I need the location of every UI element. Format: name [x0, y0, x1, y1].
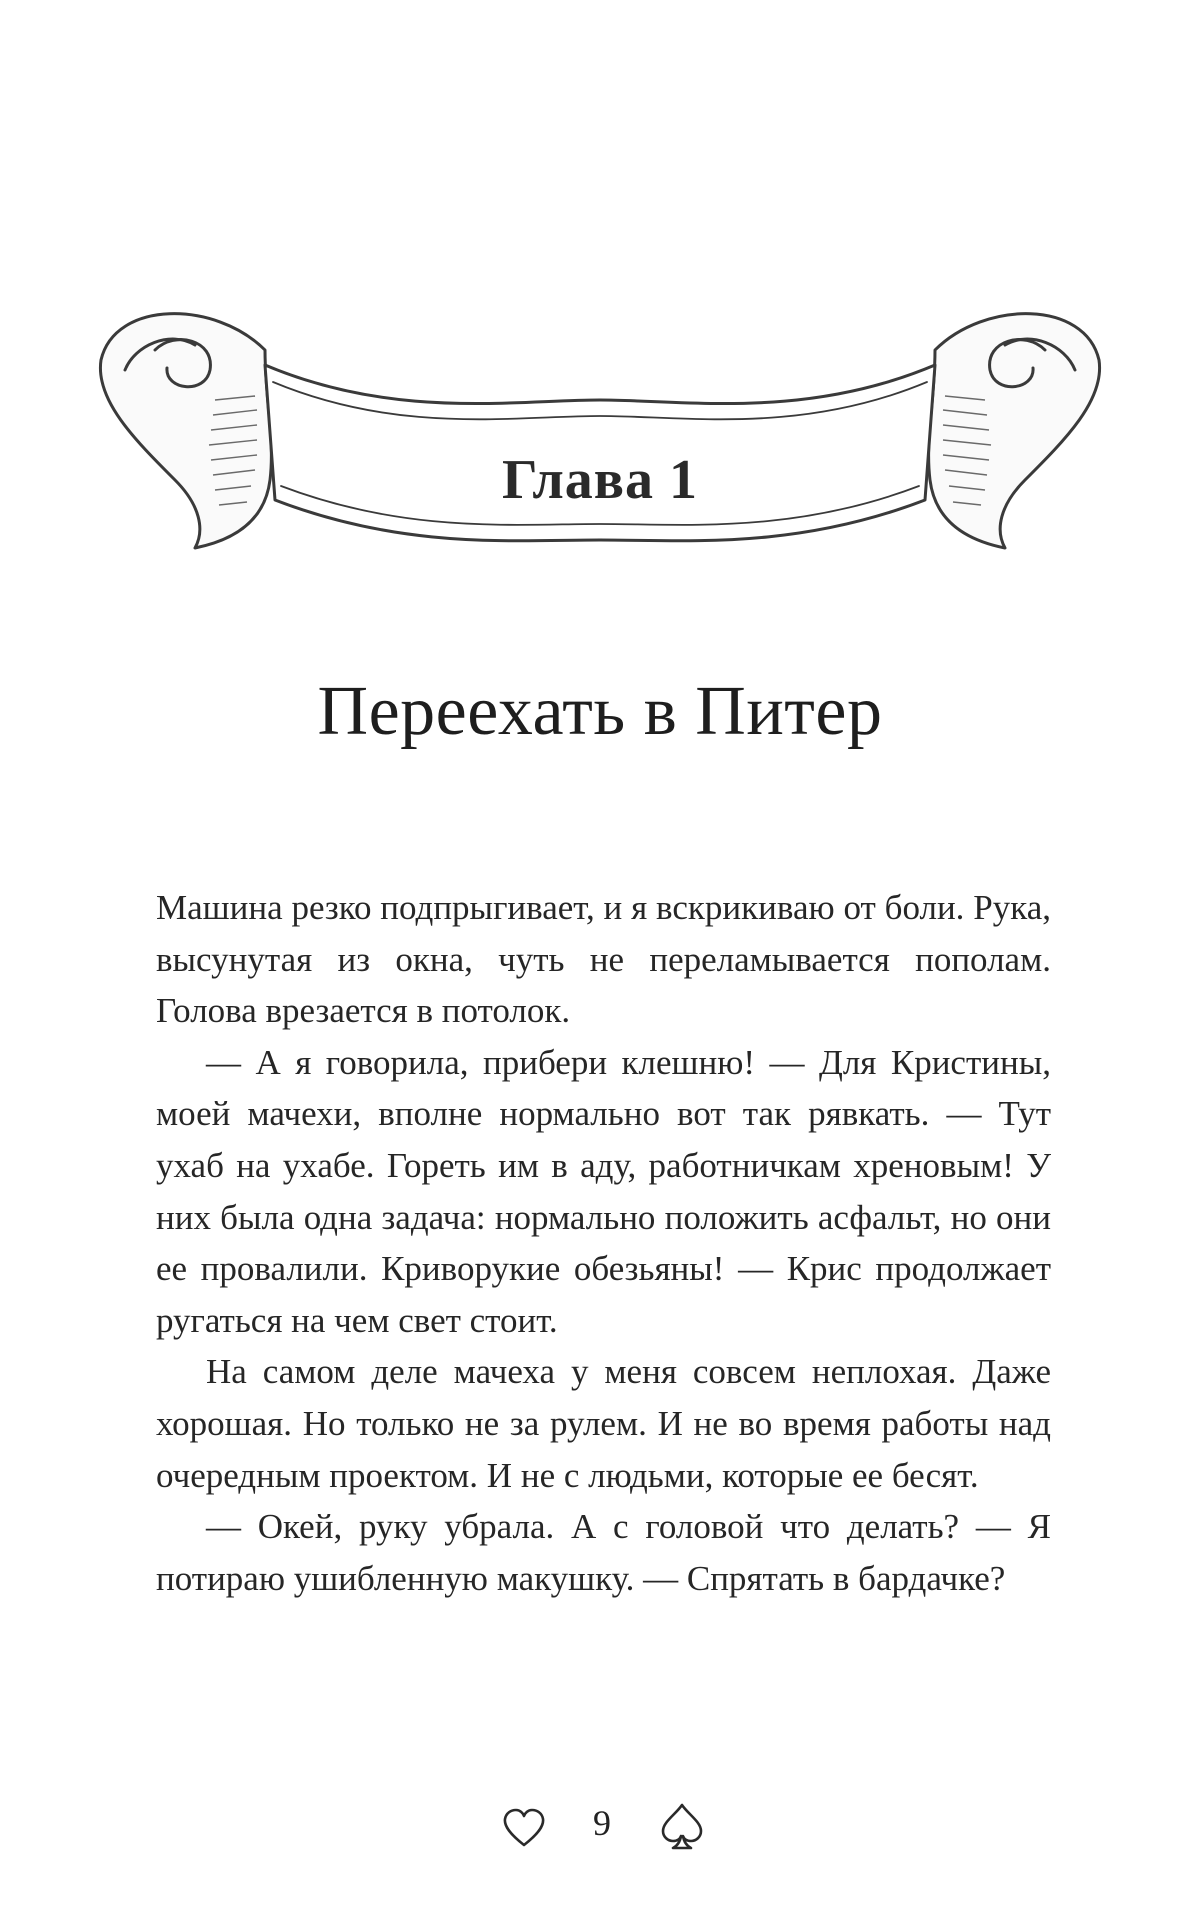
paragraph: — А я говорила, прибери клешню! — Для Кристины, моей мачехи, вполне нормально вот так рявкать. — Тут ухаб на ухабе. Гореть им в аду, работничкам хреновым! У них была одна задача: нормально положить асфальт, но они ее провалили. Криворукие обезьяны! — Крис продолжает ругаться на чем свет стоит.: [156, 1042, 1051, 1340]
paragraph: — Окей, руку убрала. А с головой что делать? — Я потираю ушибленную макушку. — Спрятать в бардачке?: [156, 1507, 1051, 1598]
page-number: 9: [593, 1803, 611, 1843]
heart-outline-icon: [502, 1808, 546, 1848]
paragraph: Машина резко подпрыгивает, и я вскрикиваю от боли. Рука, высунутая из окна, чуть не переламывается пополам. Голова врезается в потолок.: [156, 888, 1051, 1031]
page-footer: [0, 1800, 1200, 1860]
chapter-banner-ribbon: [95, 290, 1105, 570]
chapter-number: Глава 1: [502, 449, 698, 511]
paragraph: На самом деле мачеха у меня совсем неплохая. Даже хорошая. Но только не за рулем. И не во время работы над очередным проектом. И не с людьми, которые ее бесят.: [156, 1352, 1051, 1495]
chapter-body-text: [156, 882, 1051, 1604]
spade-outline-icon: [660, 1802, 704, 1852]
chapter-title: Переехать в Питер: [317, 673, 883, 750]
